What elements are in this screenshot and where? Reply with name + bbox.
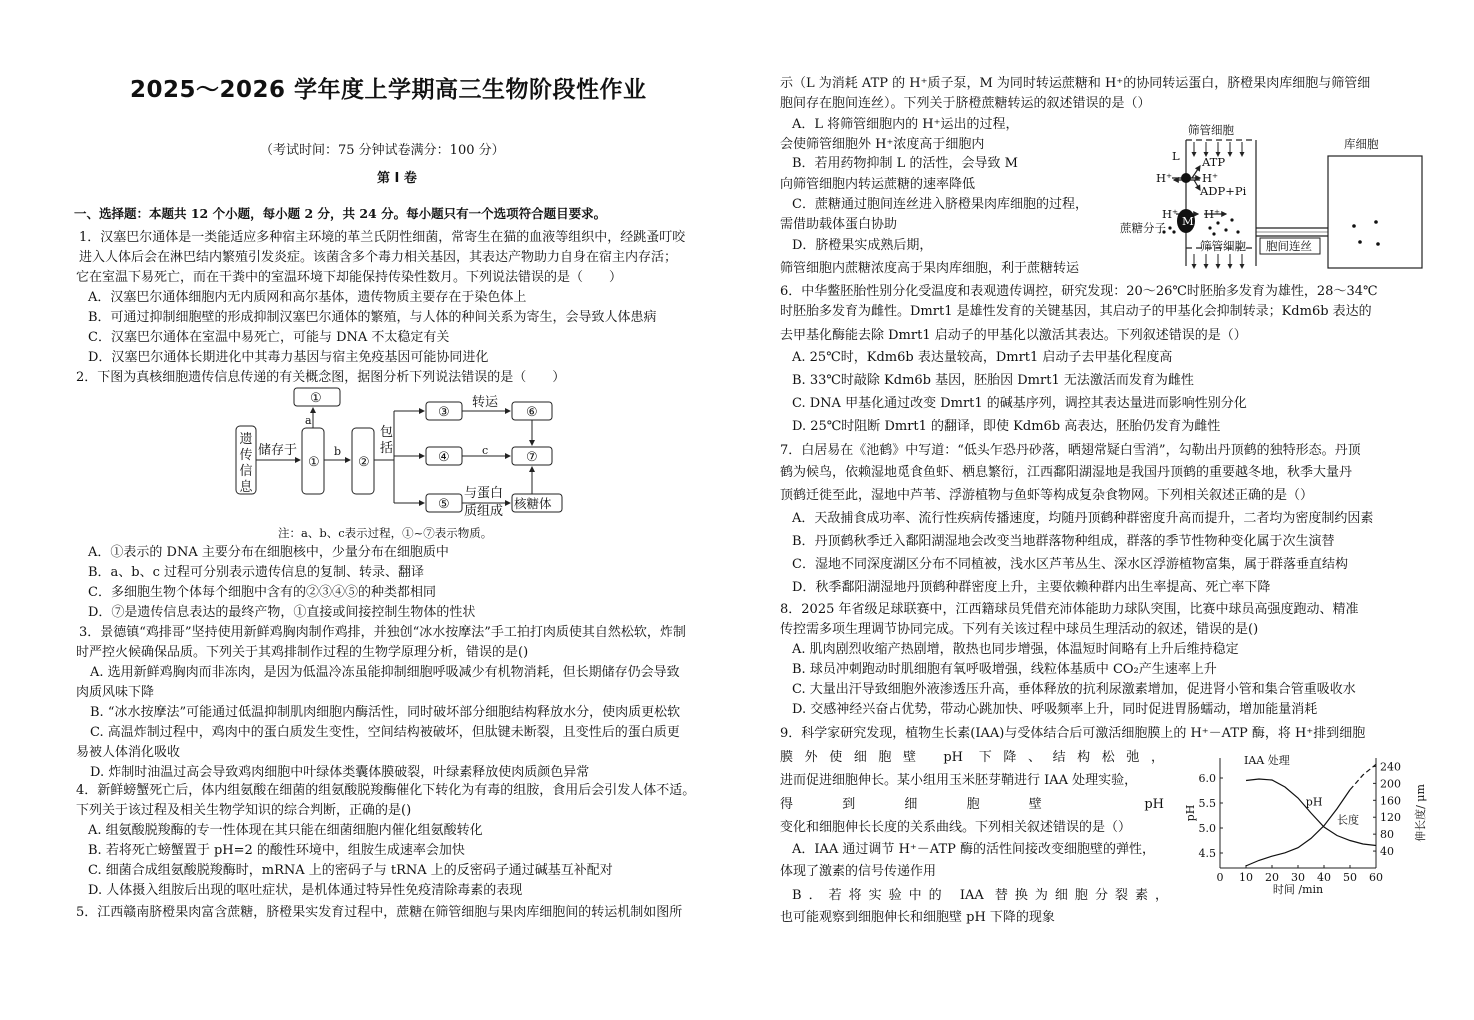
chart-y2-label: 伸长度/ μm	[1414, 784, 1427, 842]
q5-stem: 示（L 为消耗 ATP 的 H⁺质子泵，M 为同时转运蔗糖和 H⁺的协同转运蛋白，脐橙果肉库细胞与筛管细	[780, 76, 1371, 91]
chart-y-label: pH	[1184, 804, 1197, 822]
q9-stem: 进而促进细胞伸长。某小组用玉米胚芽鞘进行 IAA 处理实验，	[780, 773, 1138, 788]
iaa-ph-length-chart	[1182, 746, 1432, 896]
q3-stem: 3．景德镇“鸡排哥”坚持使用新鲜鸡胸肉制作鸡排，并独创“冰水按摩法”手工拍打肉质使其自然松软，炸制	[79, 625, 686, 640]
chart-x-tick-label: 0	[1216, 871, 1224, 884]
chart-x-tick-label: 30	[1291, 871, 1305, 884]
proton-pump-L	[1181, 173, 1191, 183]
q7-option-b: B．丹顶鹤秋季迁入鄱阳湖湿地会改变当地群落物种组成，群落的季节性物种变化属于次生演替	[792, 534, 1335, 549]
sink-cell-box	[1328, 156, 1422, 268]
chart-y-tick-label: 5.5	[1198, 797, 1216, 810]
label-sieve-bottom: 筛管细胞	[1200, 239, 1246, 253]
chart-y2-tick-label: 40	[1380, 845, 1394, 859]
chart-x-tick-label: 10	[1239, 871, 1253, 884]
q1-stem: 1．汉塞巴尔通体是一类能适应多种宿主环境的革兰氏阴性细菌，常寄生在猫的血液等组织中，经跳蚤叮咬	[79, 230, 686, 245]
q8-option-d: D. 交感神经兴奋占优势，带动心跳加快、呼吸频率上升，同时促进胃肠蠕动，增加能量消耗	[792, 702, 1318, 717]
q5-option-b: B．若用药物抑制 L 的活性，会导致 M	[792, 156, 1018, 171]
q6-option-d: D. 25℃时阻断 Dmrt1 的翻译，即使 Kdm6b 高表达，胚胎仍发育为雌性	[792, 419, 1221, 434]
q2-diagram-note: 注：a、b、c表示过程，①~⑦表示物质。	[278, 526, 493, 540]
chart-y-tick-label: 6.0	[1198, 772, 1216, 785]
q7-option-c: C．湿地不同深度湖区分布不同植被，浅水区芦苇丛生、深水区浮游植物富集，属于群落垂直结构	[792, 557, 1348, 572]
chart-x-tick-label: 40	[1317, 871, 1331, 884]
q9-option-a-cont: 体现了激素的信号传递作用	[780, 864, 937, 879]
q1-stem: 进入人体后会在淋巴结内繁殖引发炎症。该菌含多个毒力相关基因，其表达产物助力自身在宿主内存活；	[79, 250, 678, 265]
q7-option-a: A．天敌捕食成功率、流行性疾病传播速度，均随丹顶鹤种群密度升高而提升，二者均为密度制约因素	[792, 511, 1374, 526]
q4-option-a: A. 组氨酸脱羧酶的专一性体现在其只能在细菌细胞内催化组氨酸转化	[88, 823, 483, 838]
include-label: 包括	[380, 425, 394, 456]
q9-stem: 得到细胞壁 pH	[780, 797, 1164, 812]
node-1: ①	[308, 455, 320, 470]
chart-y2-tick-label: 240	[1380, 760, 1401, 774]
q4-stem: 4．新鲜螃蟹死亡后，体内组氨酸在细菌的组氨酸脱羧酶催化下转化为有毒的组胺，食用后会引发人体不适。	[76, 783, 696, 798]
q1-option-a: A．汉塞巴尔通体细胞内无内质网和高尔基体，遗传物质主要存在于染色体上	[88, 290, 527, 305]
q6-stem: 6．中华鳖胚胎性别分化受温度和表观遗传调控，研究发现：20～26℃时胚胎多发育为雄性，28～34℃	[780, 284, 1378, 299]
q2-option-c: C．多细胞生物个体每个细胞中含有的②③④⑤的种类都相同	[88, 585, 436, 600]
q9-stem: 膜外使细胞壁 pH 下降、结构松弛，	[780, 750, 1164, 765]
q2-option-a: A．①表示的 DNA 主要分布在细胞核中，少量分布在细胞质中	[88, 545, 449, 560]
chart-x-tick-label: 60	[1369, 871, 1383, 884]
q8-option-a: A. 肌肉剧烈收缩产热剧增，散热也同步增强，体温短时间略有上升后维持稳定	[792, 642, 1239, 657]
chart-series-label-ph: pH	[1305, 795, 1323, 809]
q3-option-b: B. “冰水按摩法”可能通过低温抑制肌肉细胞内酶活性，同时破坏部分细胞结构释放水分，使肉质更松软	[90, 705, 681, 720]
q7-stem: 顶鹤迁徙至此，湿地中芦苇、浮游植物与鱼虾等构成复杂食物网。下列相关叙述正确的是（）	[780, 488, 1314, 503]
q9-option-b-cont: 也可能观察到细胞伸长和细胞壁 pH 下降的现象	[780, 910, 1055, 925]
q2-option-d: D．⑦是遗传信息表达的最终产物，①直接或间接控制生物体的性状	[88, 605, 476, 620]
genetic-info-concept-diagram	[230, 384, 570, 520]
label-H-out: H⁺	[1156, 171, 1173, 185]
chart-series-length-line	[1246, 790, 1350, 866]
q9-option-a: A．IAA 通过调节 H⁺－ATP 酶的活性间接改变细胞壁的弹性，	[792, 842, 1155, 857]
q6-stem: 时胚胎多发育为雌性。Dmrt1 是雄性发育的关键基因，其启动子的甲基化会抑制转录；Kdm6b 表达的	[780, 304, 1372, 319]
process-a: a	[305, 414, 312, 427]
label-H-M-in: H⁺	[1204, 207, 1221, 221]
label-H-M-out: H⁺	[1162, 207, 1179, 221]
exam-info: （考试时间：75 分钟试卷满分：100 分）	[260, 143, 505, 158]
chart-series-length-dashed	[1350, 764, 1376, 789]
q1-stem: 它在室温下易死亡，而在干粪中的室温环境下却能保持传染性数月。下列说法错误的是（ ）	[76, 270, 623, 285]
q1-option-d: D．汉塞巴尔通体长期进化中其毒力基因与宿主免疫基因可能协同进化	[88, 350, 489, 365]
q6-option-c: C. DNA 甲基化通过改变 Dmrt1 的碱基序列，调控其表达量进而影响性别分化	[792, 396, 1247, 411]
label-L: L	[1172, 149, 1180, 163]
chart-y2-tick-label: 200	[1380, 777, 1401, 791]
chart-x-label: 时间 /min	[1272, 883, 1324, 896]
q8-option-b: B. 球员冲刺跑动时肌细胞有氧呼吸增强，线粒体基质中 CO₂产生速率上升	[792, 662, 1217, 677]
q2-stem: 2．下图为真核细胞遗传信息传递的有关概念图，据图分析下列说法错误的是（ ）	[76, 370, 566, 385]
q9-stem: 变化和细胞伸长长度的关系曲线。下列相关叙述错误的是（）	[780, 820, 1132, 835]
q3-stem: 时严控火候确保品质。下列关于其鸡排制作过程的生物学原理分析，错误的是()	[76, 645, 529, 660]
q9-stem: 9．科学家研究发现，植物生长素(IAA)与受体结合后可激活细胞膜上的 H⁺－ATP 酶，将 H⁺排到细胞	[780, 726, 1366, 741]
q3-option-c: C. 高温炸制过程中，鸡肉中的蛋白质发生变性，空间结构被破坏，但肽键未断裂，且变性后的蛋白质更	[90, 725, 680, 740]
q4-option-c: C. 细菌合成组氨酸脱羧酶时，mRNA 上的密码子与 tRNA 上的反密码子通过碱基互补配对	[88, 863, 613, 878]
store-label: 储存于	[258, 443, 298, 458]
chart-series-label-length: 长度	[1337, 813, 1359, 827]
q5-stem: 胞间存在胞间连丝）。下列关于脐橙蔗糖转运的叙述错误的是（）	[780, 96, 1151, 111]
q5-option-a-cont: 会使筛管细胞外 H⁺浓度高于细胞内	[780, 137, 985, 152]
with-protein-label: 与蛋白	[464, 486, 504, 501]
q1-option-c: C．汉塞巴尔通体在室温中易死亡，可能与 DNA 不太稳定有关	[88, 330, 450, 345]
genetic-info-char: 遗传信息	[239, 432, 253, 495]
q5-option-d-cont: 筛管细胞内蔗糖浓度高于果肉库细胞，利于蔗糖转运	[780, 261, 1080, 276]
q6-option-b: B. 33℃时敲除 Kdm6b 基因，胚胎因 Dmrt1 无法激活而发育为雌性	[792, 373, 1194, 388]
q4-option-b: B. 若将死亡螃蟹置于 pH=2 的酸性环境中，组胺生成速率会加快	[88, 843, 465, 858]
chart-y2-tick-label: 160	[1380, 794, 1401, 808]
q7-option-d: D．秋季鄱阳湖湿地丹顶鹤种群密度上升，主要依赖种群内出生率提高、死亡率下降	[792, 580, 1271, 595]
q5-stem: 5．江西赣南脐橙果肉富含蔗糖，脐橙果实发育过程中，蔗糖在筛管细胞与果肉库细胞间的转运机制如图所	[76, 905, 683, 920]
q6-option-a: A. 25℃时，Kdm6b 表达量较高，Dmrt1 启动子去甲基化程度高	[792, 350, 1173, 365]
q4-stem: 下列关于该过程及相关生物学知识的综合判断，正确的是()	[76, 803, 412, 818]
q2-option-b: B．a、b、c 过程可分别表示遗传信息的复制、转录、翻译	[88, 565, 425, 580]
volume-label: 第 Ⅰ 卷	[377, 171, 417, 186]
label-sucrose: 蔗糖分子	[1120, 221, 1166, 235]
node-3: ③	[438, 405, 450, 420]
section-heading: 一、选择题：本题共 12 个小题，每小题 2 分，共 24 分。每小题只有一个选项符合题目要求。	[74, 206, 607, 221]
q3-option-a: A. 选用新鲜鸡胸肉而非冻肉，是因为低温冷冻虽能抑制细胞呼吸减少有机物消耗，但长期储存仍会导致	[90, 665, 680, 680]
q8-stem: 8．2025 年省级足球联赛中，江西籍球员凭借充沛体能助力球队突围，比赛中球员高强度跑动、精准	[780, 602, 1359, 617]
chart-x-tick-label: 20	[1265, 871, 1279, 884]
chart-y-tick-label: 4.5	[1198, 847, 1216, 860]
process-b: b	[334, 445, 342, 458]
compose-label: 质组成	[464, 504, 504, 519]
node-7: ⑦	[526, 450, 538, 465]
process-c: c	[482, 444, 489, 457]
q5-option-a: A．L 将筛管细胞内的 H⁺运出的过程，	[792, 117, 1019, 132]
q1-option-b: B．可通过抑制细胞壁的形成抑制汉塞巴尔通体的繁殖，与人体的种间关系为寄生，会导致人体患病	[88, 310, 657, 325]
q5-option-c-cont: 需借助载体蛋白协助	[780, 217, 898, 232]
q5-option-c: C．蔗糖通过胞间连丝进入脐橙果肉库细胞的过程，	[792, 197, 1088, 212]
node-5: ⑤	[438, 497, 450, 512]
q8-option-c: C. 大量出汗导致细胞外液渗透压升高，垂体释放的抗利尿激素增加，促进肾小管和集合管重吸收水	[792, 682, 1356, 697]
q3-option-d: D. 炸制时油温过高会导致鸡肉细胞中叶绿体类囊体膜破裂，叶绿素释放使肉质颜色异常	[90, 765, 590, 780]
chart-y2-tick-label: 80	[1380, 828, 1394, 842]
chart-series-ph-line	[1246, 779, 1376, 846]
chart-annotation-iaa: IAA 处理	[1244, 754, 1290, 767]
q4-option-d: D. 人体摄入组胺后出现的呕吐症状，是机体通过特异性免疫清除毒素的表现	[88, 883, 523, 898]
label-sieve-top: 筛管细胞	[1188, 123, 1234, 137]
chart-y2-tick-label: 120	[1380, 811, 1401, 825]
label-sink-cell: 库细胞	[1344, 137, 1379, 151]
q9-option-b: B．若将实验中的 IAA 替换为细胞分裂素，	[792, 888, 1168, 903]
label-H-in: H⁺	[1202, 171, 1219, 185]
q7-stem: 鹤为候鸟，依赖湿地觅食鱼虾、栖息繁衍，江西鄱阳湖湿地是我国丹顶鹤的重要越冬地，秋季大量丹	[780, 465, 1353, 480]
page-title: 2025～2026 学年度上学期高三生物阶段性作业	[130, 77, 647, 103]
q5-option-b-cont: 向筛管细胞内转运蔗糖的速率降低	[780, 177, 976, 192]
label-plasmodesmata: 胞间连丝	[1266, 239, 1312, 253]
q3-option-a-cont: 肉质风味下降	[76, 685, 155, 700]
sucrose-transport-diagram	[1114, 120, 1430, 276]
chart-x-tick-label: 50	[1343, 871, 1357, 884]
q5-option-d: D．脐橙果实成熟后期，	[792, 238, 933, 253]
ribosome-label: 核糖体	[514, 496, 552, 511]
label-M: M	[1182, 214, 1194, 228]
q3-option-c-cont: 易被人体消化吸收	[76, 745, 181, 760]
label-ADP: ADP+Pi	[1200, 184, 1247, 198]
q8-stem: 传控需多项生理调节协同完成。下列有关该过程中球员生理活动的叙述，错误的是()	[780, 622, 1259, 637]
node-4: ④	[438, 450, 450, 465]
q6-stem: 去甲基化酶能去除 Dmrt1 启动子的甲基化以激活其表达。下列叙述错误的是（）	[780, 328, 1247, 343]
node-2: ②	[358, 455, 370, 470]
q7-stem: 7．白居易在《池鹤》中写道：“低头乍恐丹砂落，晒翅常疑白雪消”，勾勒出丹顶鹤的独特形态。丹顶	[780, 443, 1361, 458]
node-6: ⑥	[526, 405, 538, 420]
label-ATP: ATP	[1202, 155, 1226, 169]
transport-label: 转运	[472, 395, 499, 410]
node-1-top: ①	[310, 391, 322, 406]
chart-y-tick-label: 5.0	[1198, 822, 1216, 835]
